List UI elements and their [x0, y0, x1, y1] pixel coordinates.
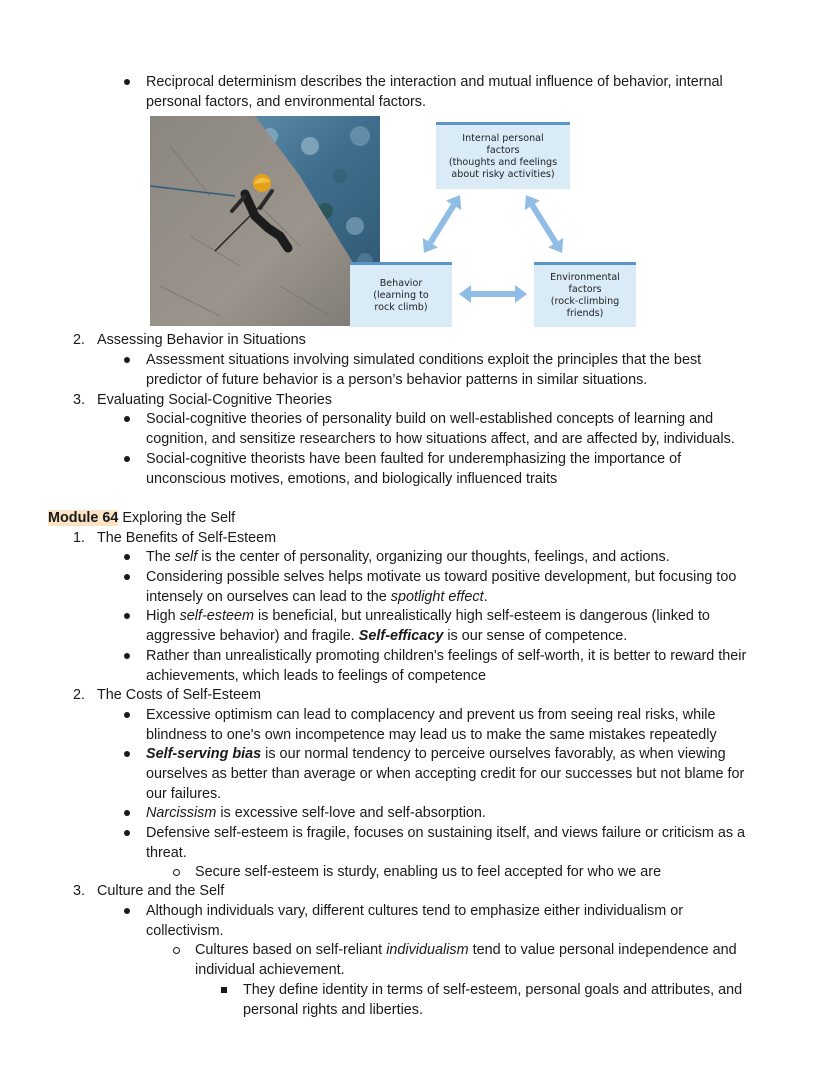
cost-2-line2: ourselves as better than average or when accepting credit for our successes but not blame for: [146, 766, 745, 782]
section-title-assessing: Assessing Behavior in Situations: [97, 332, 306, 348]
section-title-evaluating: Evaluating Social-Cognitive Theories: [97, 392, 332, 408]
cost-4-sub: Secure self-esteem is sturdy, enabling us to feel accepted for who we are: [195, 864, 662, 880]
bullet-marker: [124, 908, 130, 914]
module-heading: [48, 508, 235, 528]
bullet-marker: [124, 810, 130, 816]
section-number: 2.: [73, 687, 86, 703]
environmental-line2: factors: [568, 284, 602, 295]
section-title-culture: Culture and the Self: [97, 883, 225, 899]
internal-factors-line3: (thoughts and feelings: [448, 157, 558, 168]
cost-2-line1: [146, 744, 726, 764]
cost-4-line2: threat.: [146, 845, 187, 861]
module-label: Module 64: [48, 510, 119, 526]
bullet-marker: [124, 357, 130, 363]
environmental-line4: friends): [566, 308, 604, 319]
text-run-bold-italic: Self-serving bias: [146, 746, 262, 762]
intro-bullet-line1: Reciprocal determinism describes the interaction and mutual influence of behavior, internal: [146, 74, 723, 90]
text-run-italic: self-esteem: [179, 608, 254, 624]
section-number: 1.: [73, 530, 86, 546]
cost-1-line1: Excessive optimism can lead to complacency and prevent us from seeing real risks, while: [146, 707, 716, 723]
environmental-line3: (rock-climbing: [550, 296, 620, 307]
section-title-costs: The Costs of Self-Esteem: [97, 687, 261, 703]
text-run: aggressive behavior) and fragile.: [146, 628, 359, 644]
section-title-benefits: The Benefits of Self-Esteem: [97, 530, 277, 546]
sub-bullet-marker: [173, 947, 180, 954]
bullet-marker: [124, 554, 130, 560]
bullet-marker: [124, 456, 130, 462]
bullet-marker: [124, 79, 130, 85]
section-number: 3.: [73, 392, 86, 408]
arrow-internal-behavior: [416, 190, 467, 257]
benefit-2-line1: Considering possible selves helps motivate us toward positive development, but focusing too: [146, 569, 737, 585]
text-run-italic: Narcissism: [146, 805, 217, 821]
culture-1-line1: Although individuals vary, different cultures tend to emphasize either individualism or: [146, 903, 684, 919]
text-run-italic: spotlight effect: [390, 589, 484, 605]
environmental-line1: Environmental: [550, 272, 620, 283]
text-run: Cultures based on self-reliant: [195, 942, 387, 958]
culture-sub-line1: [195, 940, 737, 960]
text-run: .: [483, 589, 488, 605]
benefit-4-line1: Rather than unrealistically promoting children's feelings of self-worth, it is better to reward their: [146, 648, 747, 664]
bullet-marker: [124, 613, 130, 619]
bidirectional-arrows: [150, 116, 638, 326]
bullet-marker: [124, 751, 130, 757]
text-run: is the center of personality, organizing our thoughts, feelings, and actions.: [197, 549, 670, 565]
benefit-4-line2: achievements, which leads to feelings of competence: [146, 668, 486, 684]
section-number: 3.: [73, 883, 86, 899]
text-run: is our normal tendency to perceive ourselves favorably, as when viewing: [261, 746, 726, 762]
culture-subsub-line2: personal rights and liberties.: [243, 1002, 423, 1018]
module-title: Exploring the Self: [118, 510, 236, 526]
sub-bullet-marker: [173, 869, 180, 876]
bullet-marker: [124, 653, 130, 659]
text-run: High: [146, 608, 180, 624]
text-run: is beneficial, but unrealistically high self-esteem is dangerous (linked to: [254, 608, 710, 624]
benefit-3-line1: [146, 606, 710, 626]
eval-bullet-2-line2: unconscious motives, emotions, and biologically influenced traits: [146, 471, 558, 487]
culture-sub-line2: individual achievement.: [195, 962, 345, 978]
behavior-line1: Behavior: [379, 278, 423, 289]
internal-factors-line2: factors: [486, 145, 520, 156]
culture-subsub-line1: They define identity in terms of self-esteem, personal goals and attributes, and: [243, 982, 743, 998]
text-run-italic: individualism: [386, 942, 469, 958]
bullet-marker: [124, 830, 130, 836]
internal-factors-line4: about risky activities): [451, 169, 555, 180]
behavior-line3: rock climb): [374, 302, 428, 313]
bullet-marker: [124, 712, 130, 718]
section-number: 2.: [73, 332, 86, 348]
arrow-internal-environmental: [518, 190, 569, 257]
intro-bullet-line2: personal factors, and environmental factors.: [146, 94, 426, 110]
cost-1-line2: blindness to one's own incompetence may lead us to make the same mistakes repeatedly: [146, 727, 717, 743]
benefit-2-line2: [146, 587, 488, 607]
cost-2-line3: our failures.: [146, 786, 222, 802]
text-run: The: [146, 549, 175, 565]
culture-1-line2: collectivism.: [146, 923, 224, 939]
text-run: tend to value personal independence and: [468, 942, 737, 958]
reciprocal-determinism-figure: [150, 116, 638, 326]
arrow-behavior-environmental: [459, 285, 527, 303]
assess-bullet-line2: predictor of future behavior is a person’s behavior patterns in similar situations.: [146, 372, 648, 388]
eval-bullet-2-line1: Social-cognitive theorists have been faulted for underemphasizing the importance of: [146, 451, 682, 467]
cost-4-line1: Defensive self-esteem is fragile, focuses on sustaining itself, and views failure or criticism as a: [146, 825, 746, 841]
internal-factors-line1: Internal personal: [462, 133, 544, 144]
cost-3: [146, 803, 486, 823]
bullet-marker: [124, 416, 130, 422]
eval-bullet-1-line1: Social-cognitive theories of personality build on well-established concepts of learning and: [146, 411, 714, 427]
sub-sub-bullet-marker: [221, 987, 227, 993]
benefit-3-line2: [146, 626, 627, 646]
bullet-marker: [124, 574, 130, 580]
text-run-bold-italic: Self-efficacy: [358, 628, 444, 644]
text-run: intensely on ourselves can lead to the: [146, 589, 391, 605]
text-run-italic: self: [174, 549, 198, 565]
eval-bullet-1-line2: cognition, and sensitize researchers to how situations affect, and are affected by, individuals.: [146, 431, 735, 447]
benefit-1: [146, 547, 670, 567]
text-run: is excessive self-love and self-absorption.: [216, 805, 486, 821]
behavior-line2: (learning to: [373, 290, 429, 301]
text-run: is our sense of competence.: [443, 628, 628, 644]
assess-bullet-line1: Assessment situations involving simulated conditions exploit the principles that the best: [146, 352, 702, 368]
